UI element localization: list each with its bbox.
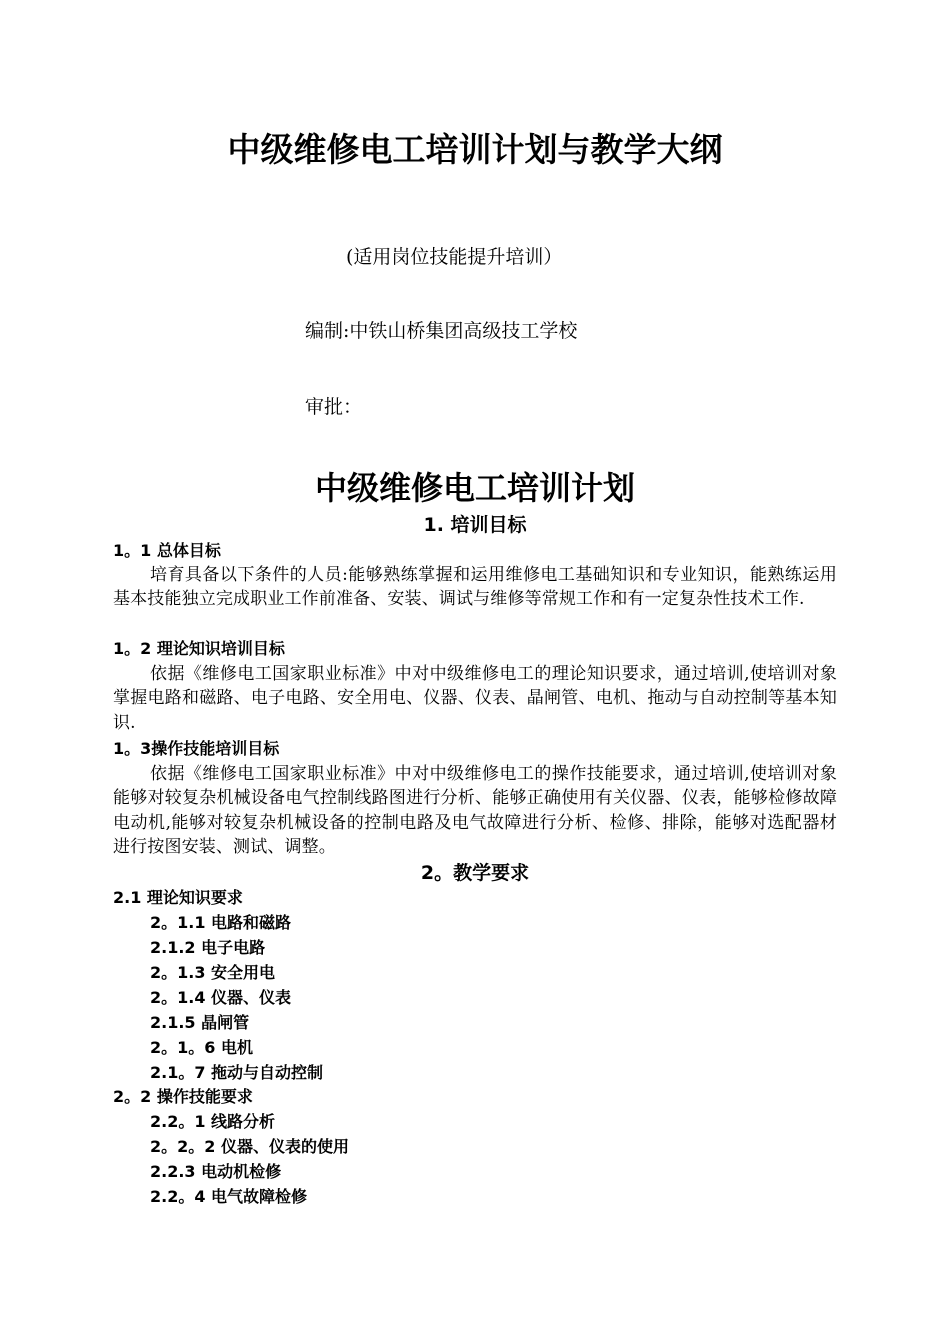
list-item: 2.1.5 晶闸管 [150,1013,250,1032]
list-item: 2.2.3 电动机检修 [150,1162,282,1181]
compiler-line: 编制:中铁山桥集团高级技工学校 [305,320,578,342]
list-item: 2.2。1 线路分析 [150,1112,276,1131]
list-item: 2。1。6 电机 [150,1038,253,1057]
section-2-heading: 2。教学要求 [420,862,530,884]
section-1-1-text: 培育具备以下条件的人员:能够熟练掌握和运用维修电工基础知识和专业知识，能熟练运用基本技能独立完成职业工作前准备、安装、调试与维修等常规工作和有一定复杂性技术工作. [113,565,837,610]
section-1-3-text: 依据《维修电工国家职业标准》中对中级维修电工的操作技能要求，通过培训,使培训对象能够对较复杂机械设备电气控制线路图进行分析、能够正确使用有关仪器、仪表，能够检修故障电动机,能够对较复杂机械设备的控制电路及电气故障进行分析、检修、排除，能够对选配器材进行按图安装、测试、调整。 [113,764,837,857]
section-2-2-heading: 2。2 操作技能要求 [113,1087,253,1106]
list-item: 2.1.2 电子电路 [150,938,266,957]
list-item: 2。2。2 仪器、仪表的使用 [150,1137,349,1156]
plan-title: 中级维修电工培训计划 [314,469,635,507]
subtitle: (适用岗位技能提升培训） [346,246,563,268]
section-1-2-text: 依据《维修电工国家职业标准》中对中级维修电工的理论知识要求，通过培训,使培训对象掌握电路和磁路、电子电路、安全用电、仪器、仪表、晶闸管、电机、拖动与自动控制等基本知识. [113,664,837,733]
section-2-1-heading: 2.1 理论知识要求 [113,888,243,907]
list-item: 2.2。4 电气故障检修 [150,1187,308,1206]
list-item: 2。1.1 电路和磁路 [150,913,292,932]
section-1-1-heading: 1。1 总体目标 [113,541,221,560]
list-item: 2.1。7 拖动与自动控制 [150,1063,324,1082]
approval-line: 审批： [305,396,363,418]
list-item: 2。1.3 安全用电 [150,963,276,982]
list-item: 2。1.4 仪器、仪表 [150,988,292,1007]
section-1-3-heading: 1。3操作技能培训目标 [113,739,280,758]
section-1-2-heading: 1。2 理论知识培训目标 [113,639,285,658]
section-1-heading: 1. 培训目标 [423,514,527,536]
main-title: 中级维修电工培训计划与教学大纲 [227,130,723,169]
